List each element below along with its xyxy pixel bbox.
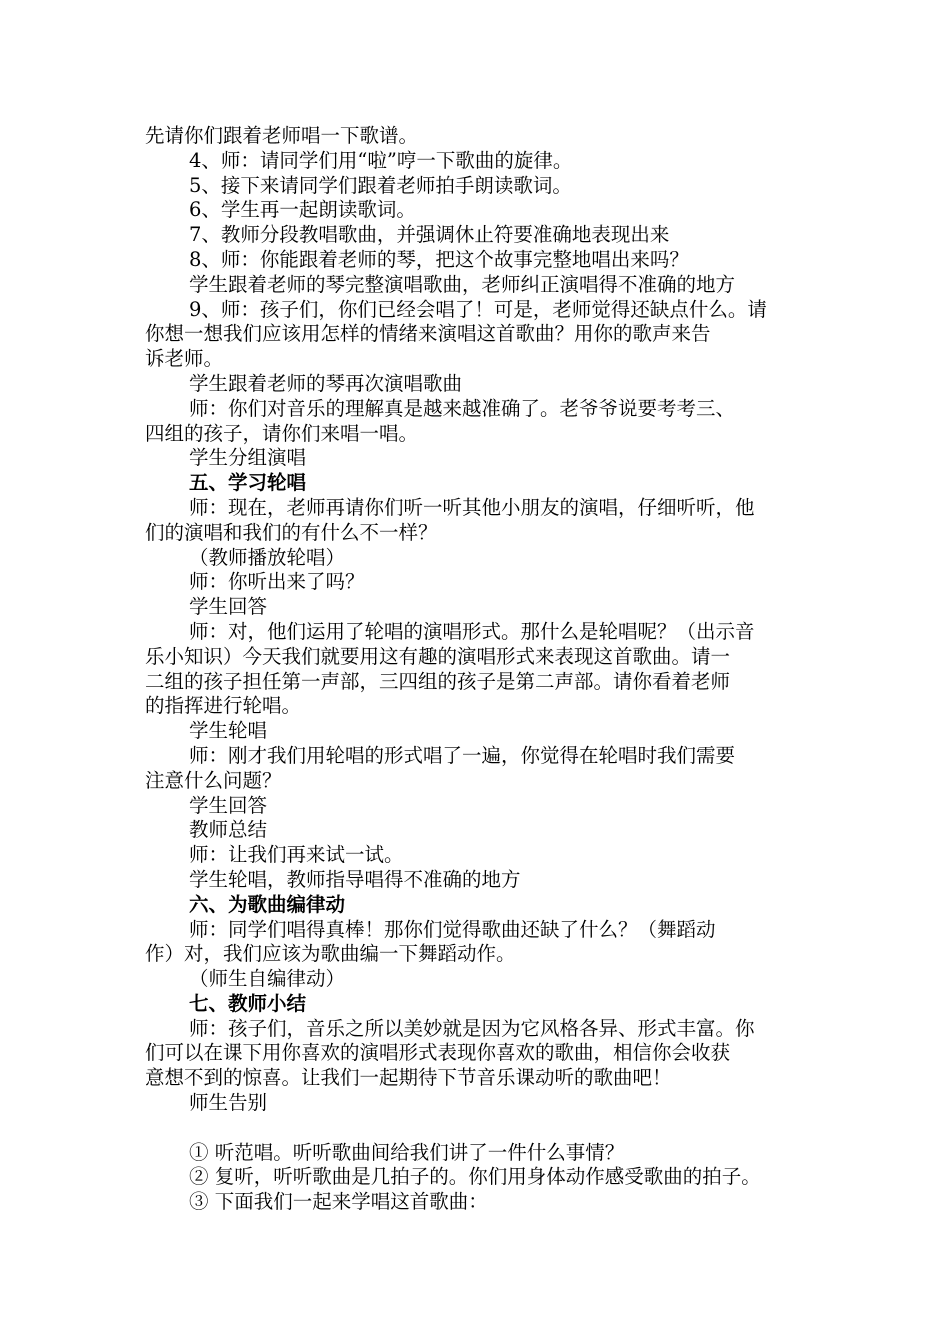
text-line: 7、教师分段教唱歌曲，并强调休止符要准确地表现出来	[189, 223, 670, 247]
text-line: 们可以在课下用你喜欢的演唱形式表现你喜欢的歌曲，相信你会收获	[145, 1041, 731, 1065]
text-line: （教师播放轮唱）	[189, 545, 346, 569]
section-heading: 七、教师小结	[189, 991, 307, 1015]
text-line: 师：现在，老师再请你们听一听其他小朋友的演唱，仔细听听，他	[189, 495, 755, 519]
text-line: 乐小知识）今天我们就要用这有趣的演唱形式来表现这首歌曲。请一	[145, 644, 731, 668]
text-line: 诉老师。	[145, 347, 224, 371]
text-line: 师：让我们再来试一试。	[189, 843, 404, 867]
text-line: 作）对，我们应该为歌曲编一下舞蹈动作。	[145, 942, 516, 966]
text-line: 教师总结	[189, 818, 268, 842]
text-line: 学生跟着老师的琴再次演唱歌曲	[189, 371, 463, 395]
text-line: 师：孩子们，音乐之所以美妙就是因为它风格各异、形式丰富。你	[189, 1016, 755, 1040]
section-heading: 五、学习轮唱	[189, 471, 307, 495]
text-line: 学生轮唱，教师指导唱得不准确的地方	[189, 867, 521, 891]
text-line: 二组的孩子担任第一声部，三四组的孩子是第二声部。请你看着老师	[145, 669, 731, 693]
text-line	[145, 1116, 817, 1141]
text-line: （师生自编律动）	[189, 967, 346, 991]
section-heading: 六、为歌曲编律动	[189, 892, 346, 916]
text-line: 学生跟着老师的琴完整演唱歌曲，老师纠正演唱得不准确的地方	[189, 272, 736, 296]
text-line: 6、学生再一起朗读歌词。	[189, 198, 416, 222]
text-line: 们的演唱和我们的有什么不一样？	[145, 520, 438, 544]
text-line: 意想不到的惊喜。让我们一起期待下节音乐课动听的歌曲吧！	[145, 1066, 672, 1090]
text-line: ① 听范唱。听听歌曲间给我们讲了一件什么事情？	[189, 1140, 625, 1164]
text-line: 师：对，他们运用了轮唱的演唱形式。那什么是轮唱呢？（出示音	[189, 619, 755, 643]
text-line: 的指挥进行轮唱。	[145, 694, 302, 718]
text-line: 8、师：你能跟着老师的琴，把这个故事完整地唱出来吗？	[189, 247, 689, 271]
text-line: 师：同学们唱得真棒！那你们觉得歌曲还缺了什么？（舞蹈动	[189, 917, 716, 941]
text-line: 学生回答	[189, 793, 268, 817]
text-line: 5、接下来请同学们跟着老师拍手朗读歌词。	[189, 173, 572, 197]
text-line: 师：刚才我们用轮唱的形式唱了一遍，你觉得在轮唱时我们需要	[189, 743, 736, 767]
text-line: 学生分组演唱	[189, 446, 307, 470]
text-line: 注意什么问题？	[145, 768, 282, 792]
text-line: 4、师：请同学们用“啦”哼一下歌曲的旋律。	[189, 148, 573, 172]
text-line: ② 复听，听听歌曲是几拍子的。你们用身体动作感受歌曲的拍子。	[189, 1165, 761, 1189]
text-line: 先请你们跟着老师唱一下歌谱。	[145, 124, 419, 147]
text-line: 9、师：孩子们，你们已经会唱了！可是，老师觉得还缺点什么。请	[189, 297, 767, 321]
text-line: ③ 下面我们一起来学唱这首歌曲：	[189, 1190, 488, 1214]
text-line: 你想一想我们应该用怎样的情绪来演唱这首歌曲？用你的歌声来告	[145, 322, 711, 346]
text-line: 师生告别	[189, 1091, 268, 1115]
document-page	[145, 124, 817, 1215]
text-line: 师：你们对音乐的理解真是越来越准确了。老爷爷说要考考三、	[189, 396, 736, 420]
text-line: 师：你听出来了吗？	[189, 570, 365, 594]
text-line: 学生轮唱	[189, 719, 268, 743]
text-line: 学生回答	[189, 595, 268, 619]
text-line: 四组的孩子，请你们来唱一唱。	[145, 421, 419, 445]
